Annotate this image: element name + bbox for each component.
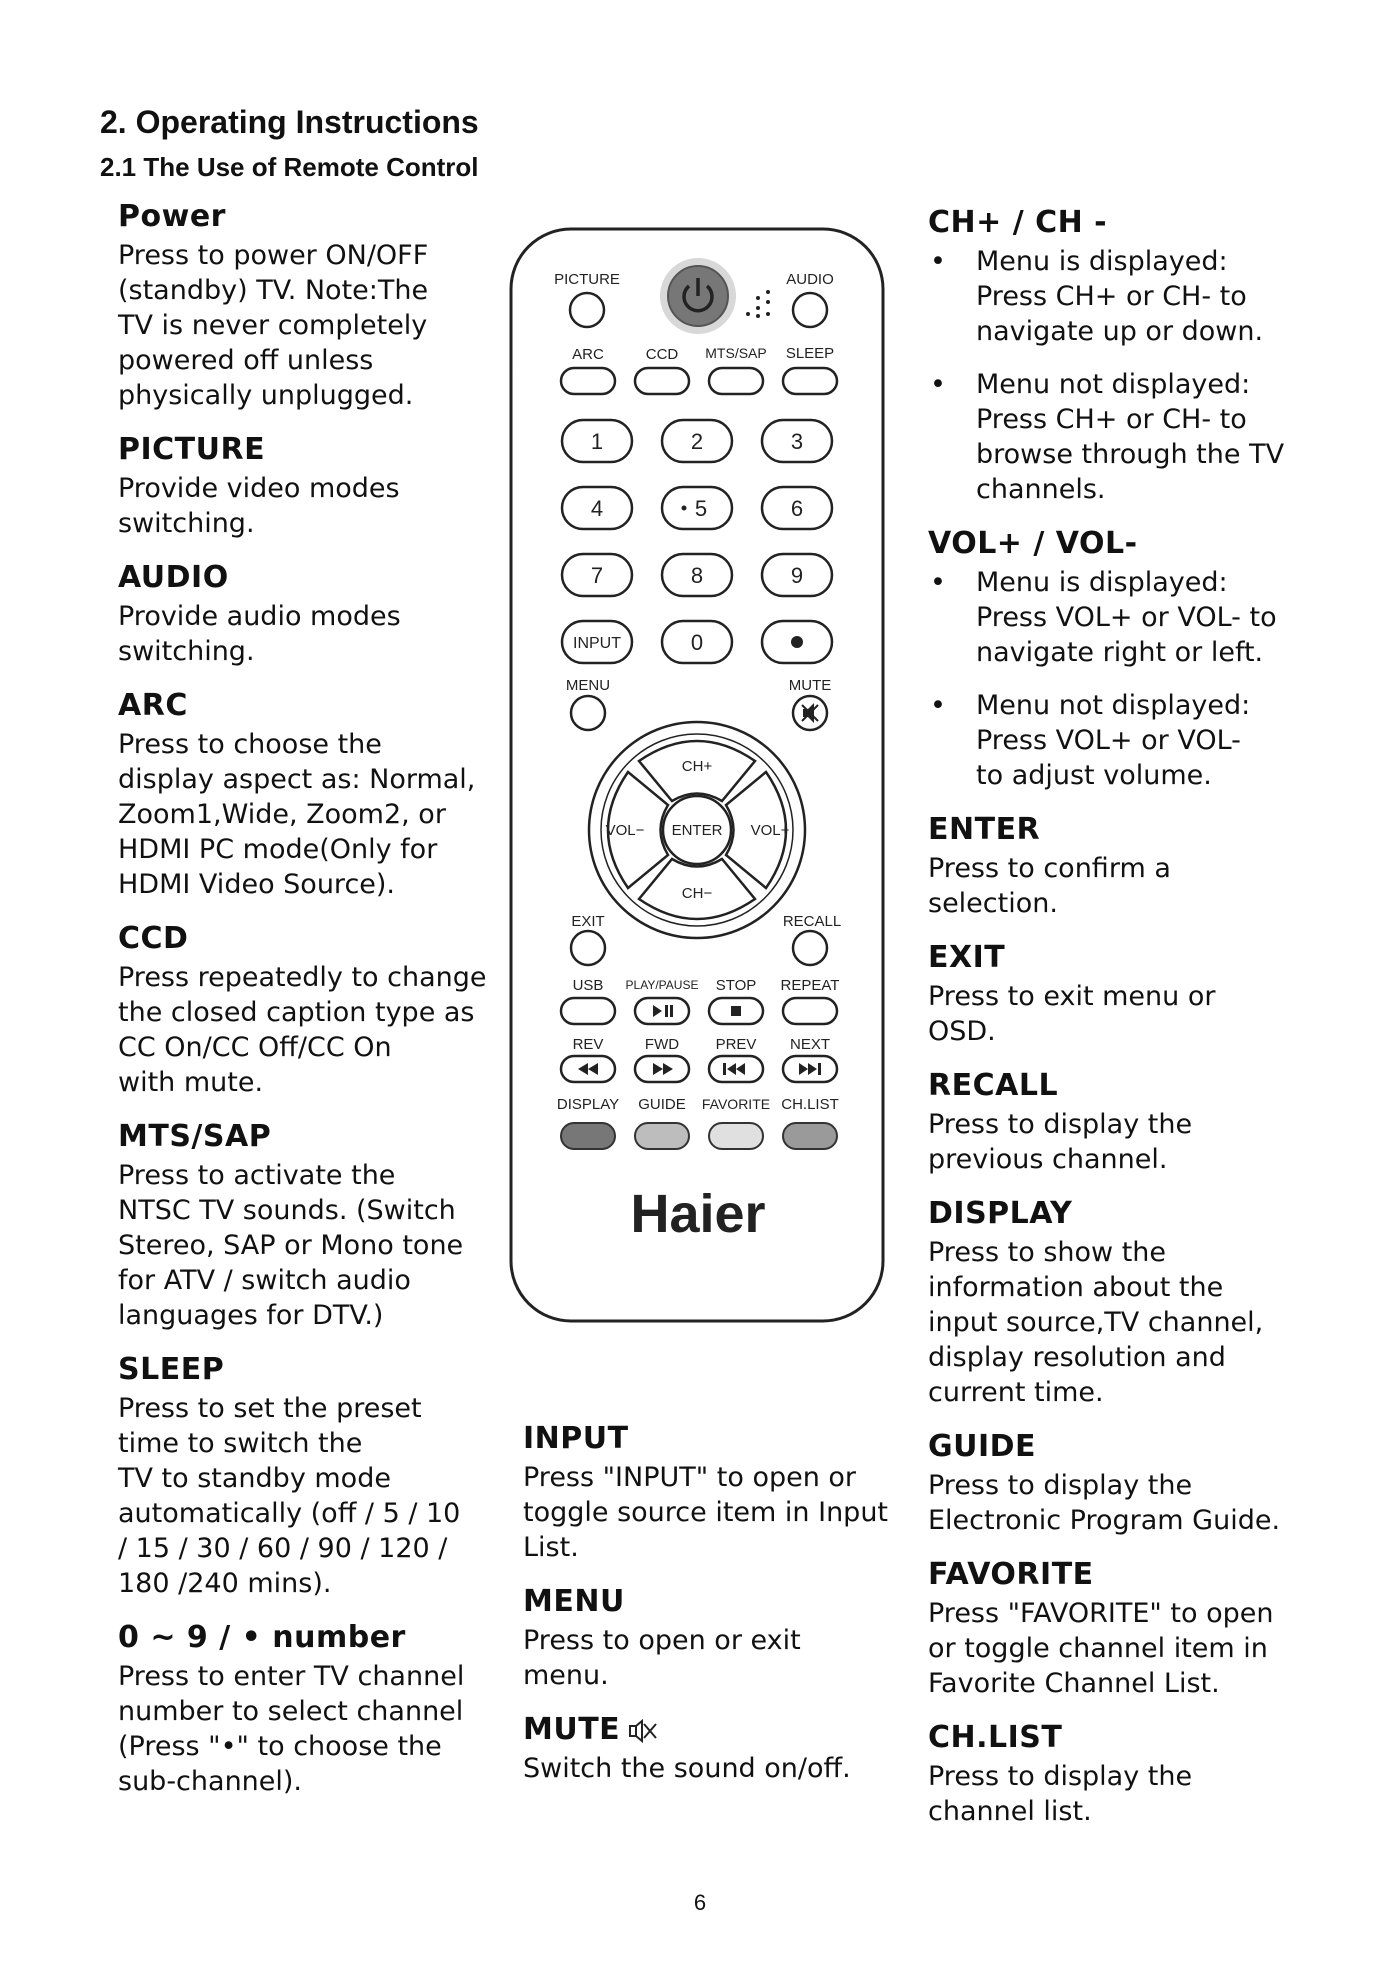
- section-title: CH.LIST: [928, 1720, 1063, 1755]
- section-favorite: [928, 1556, 1318, 1701]
- recall-button[interactable]: [793, 931, 827, 965]
- middle-column: [523, 1420, 903, 1804]
- section-title: FAVORITE: [928, 1557, 1094, 1592]
- arc-button[interactable]: [561, 368, 615, 394]
- section-audio: [118, 559, 498, 669]
- section-body: Press to exit menu or OSD.: [928, 981, 1216, 1047]
- vol-minus-label: VOL−: [605, 822, 645, 839]
- arc-label: ARC: [572, 346, 604, 363]
- fwd-label: FWD: [644, 1036, 680, 1053]
- playpause-label: PLAY/PAUSE: [625, 978, 699, 992]
- picture-button[interactable]: [570, 293, 604, 327]
- section-enter: [928, 811, 1318, 921]
- brand-logo: Haier: [630, 1184, 766, 1244]
- vol-plus-label: VOL+: [750, 822, 790, 839]
- section-title-text: MUTE: [523, 1712, 621, 1747]
- enter-label: ENTER: [671, 822, 723, 839]
- picture-label: PICTURE: [554, 271, 620, 288]
- digit-4-label: 4: [590, 496, 604, 521]
- section-body: Press to activate the NTSC TV sounds. (Switch Stereo, SAP or Mono tone for ATV / switch audio languages for DTV.): [118, 1160, 464, 1331]
- repeat-button[interactable]: [783, 998, 837, 1024]
- section-body: Press repeatedly to change the closed caption type as CC On/CC Off/CC On with mute.: [118, 962, 487, 1098]
- section-body: Press to choose the display aspect as: Normal, Zoom1,Wide, Zoom2, or HDMI PC mode(Only for HDMI Video Source).: [118, 729, 476, 900]
- bullet-item: [928, 688, 1318, 793]
- favorite-label: FAVORITE: [701, 1096, 771, 1112]
- bullet-text: Menu is displayed: Press VOL+ or VOL- to navigate right or left.: [976, 567, 1277, 668]
- section-sleep: [118, 1351, 498, 1601]
- section-body: Press to display the Electronic Program Guide.: [928, 1470, 1281, 1536]
- digit-8-label: 8: [690, 563, 704, 588]
- section-title: CCD: [118, 921, 189, 956]
- bullet-marker: •: [930, 246, 946, 277]
- menu-button[interactable]: [571, 696, 605, 730]
- ccd-button[interactable]: [635, 368, 689, 394]
- chlist-button[interactable]: [783, 1123, 837, 1149]
- exit-label: EXIT: [571, 913, 605, 930]
- next-label: NEXT: [789, 1036, 831, 1053]
- section-body: Press "INPUT" to open or toggle source item in Input List.: [523, 1462, 889, 1563]
- section-title: INPUT: [523, 1421, 629, 1456]
- favorite-button[interactable]: [709, 1123, 763, 1149]
- section-title: 0 ~ 9 / • number: [118, 1620, 406, 1655]
- prev-label: PREV: [715, 1036, 757, 1053]
- exit-button[interactable]: [571, 931, 605, 965]
- chlist-label: CH.LIST: [781, 1096, 839, 1113]
- digit-2-label: 2: [690, 429, 704, 454]
- page-heading: 2. Operating Instructions: [100, 104, 479, 140]
- mute-label: MUTE: [788, 677, 832, 694]
- bullet-item: [928, 244, 1318, 349]
- section-body: Switch the sound on/off.: [523, 1753, 851, 1784]
- remote-svg: [508, 226, 886, 1324]
- section-body: Press to confirm a selection.: [928, 853, 1171, 919]
- left-column: [118, 198, 498, 1817]
- section-title: DISPLAY: [928, 1196, 1073, 1231]
- section-chlist: [928, 1719, 1318, 1829]
- section-exit: [928, 939, 1318, 1049]
- section-body: Press to set the preset time to switch the TV to standby mode automatically (off / 5 / 10 / 15 / 30 / 60 / 90 / 120 / 180 /240 mins).: [118, 1393, 461, 1599]
- digit-5-label: 5: [694, 496, 708, 521]
- section-guide: [928, 1428, 1318, 1538]
- bullet-marker: •: [930, 690, 946, 721]
- digit-6-label: 6: [790, 496, 804, 521]
- digit-1-label: 1: [590, 429, 604, 454]
- page-subheading: 2.1 The Use of Remote Control: [100, 152, 479, 182]
- section-mts-sap: [118, 1118, 498, 1333]
- section-body: Press to display the previous channel.: [928, 1109, 1193, 1175]
- display-button[interactable]: [561, 1123, 615, 1149]
- bullet-list: [928, 565, 1318, 793]
- stop-label: STOP: [715, 977, 757, 994]
- bullet-item: [928, 367, 1318, 507]
- section-body: Provide video modes switching.: [118, 473, 400, 539]
- rev-label: REV: [572, 1036, 604, 1053]
- section-menu: [523, 1583, 903, 1693]
- section-title: Power: [118, 199, 226, 234]
- section-title: EXIT: [928, 940, 1006, 975]
- bullet-text: Menu is displayed: Press CH+ or CH- to navigate up or down.: [976, 246, 1264, 347]
- section-body: Press to display the channel list.: [928, 1761, 1193, 1827]
- section-vol: [928, 525, 1318, 793]
- section-title: MENU: [523, 1584, 625, 1619]
- section-title: ARC: [118, 688, 188, 723]
- section-title: PICTURE: [118, 432, 266, 467]
- bullet-list: [928, 244, 1318, 507]
- section-title: CH+ / CH -: [928, 205, 1108, 240]
- section-arc: [118, 687, 498, 902]
- section-input: [523, 1420, 903, 1565]
- audio-button[interactable]: [793, 293, 827, 327]
- bullet-item: [928, 565, 1318, 670]
- digit-7-label: 7: [590, 563, 604, 588]
- sleep-label: SLEEP: [785, 345, 835, 362]
- bullet-text: Menu not displayed: Press VOL+ or VOL- to adjust volume.: [976, 690, 1251, 791]
- digit-9-label: 9: [790, 563, 804, 588]
- section-body: Press "FAVORITE" to open or toggle channel item in Favorite Channel List.: [928, 1598, 1274, 1699]
- digit-0-label: 0: [690, 630, 704, 655]
- remote-control-illustration: [508, 226, 886, 1324]
- stop-icon: [731, 1006, 741, 1016]
- repeat-label: REPEAT: [780, 977, 840, 994]
- section-picture: [118, 431, 498, 541]
- tactile-dot-icon: [682, 506, 687, 511]
- section-body: Press to show the information about the input source,TV channel, display resolution and current time.: [928, 1237, 1264, 1408]
- section-body: Press to power ON/OFF (standby) TV. Note:The TV is never completely powered off unless physically unplugged.: [118, 240, 429, 411]
- mute-icon: [628, 1718, 658, 1744]
- section-body: Press to open or exit menu.: [523, 1625, 801, 1691]
- section-body: Press to enter TV channel number to select channel (Press "•" to choose the sub-channel).: [118, 1661, 465, 1797]
- section-mute: [523, 1711, 903, 1786]
- menu-label: MENU: [565, 677, 611, 694]
- audio-label: AUDIO: [786, 271, 834, 288]
- input-label: INPUT: [573, 635, 621, 652]
- section-ch: [928, 204, 1318, 507]
- mtssap-label: MTS/SAP: [705, 345, 767, 361]
- bullet-text: Menu not displayed: Press CH+ or CH- to browse through the TV channels.: [976, 369, 1285, 505]
- section-ccd: [118, 920, 498, 1100]
- section-power: [118, 198, 498, 413]
- ch-plus-label: CH+: [681, 758, 713, 775]
- section-body: Provide audio modes switching.: [118, 601, 401, 667]
- bullet-marker: •: [930, 369, 946, 400]
- page-number: 6: [693, 1890, 707, 1915]
- bullet-marker: •: [930, 567, 946, 598]
- section-recall: [928, 1067, 1318, 1177]
- guide-button[interactable]: [635, 1123, 689, 1149]
- recall-label: RECALL: [782, 913, 842, 930]
- section-display: [928, 1195, 1318, 1410]
- section-number: [118, 1619, 498, 1799]
- guide-label: GUIDE: [638, 1096, 686, 1113]
- usb-button[interactable]: [561, 998, 615, 1024]
- section-title: MTS/SAP: [118, 1119, 272, 1154]
- usb-label: USB: [572, 977, 604, 994]
- sleep-button[interactable]: [783, 368, 837, 394]
- dot-icon: [791, 636, 803, 648]
- mtssap-button[interactable]: [709, 368, 763, 394]
- ch-minus-label: CH−: [681, 885, 713, 902]
- section-title: GUIDE: [928, 1429, 1037, 1464]
- section-title: RECALL: [928, 1068, 1059, 1103]
- right-column: [928, 204, 1318, 1847]
- display-label: DISPLAY: [556, 1096, 620, 1113]
- ccd-label: CCD: [645, 346, 679, 363]
- section-title: [523, 1711, 903, 1749]
- section-title: AUDIO: [118, 560, 229, 595]
- digit-3-label: 3: [790, 429, 804, 454]
- section-title: SLEEP: [118, 1352, 225, 1387]
- section-title: VOL+ / VOL-: [928, 526, 1138, 561]
- section-title: ENTER: [928, 812, 1041, 847]
